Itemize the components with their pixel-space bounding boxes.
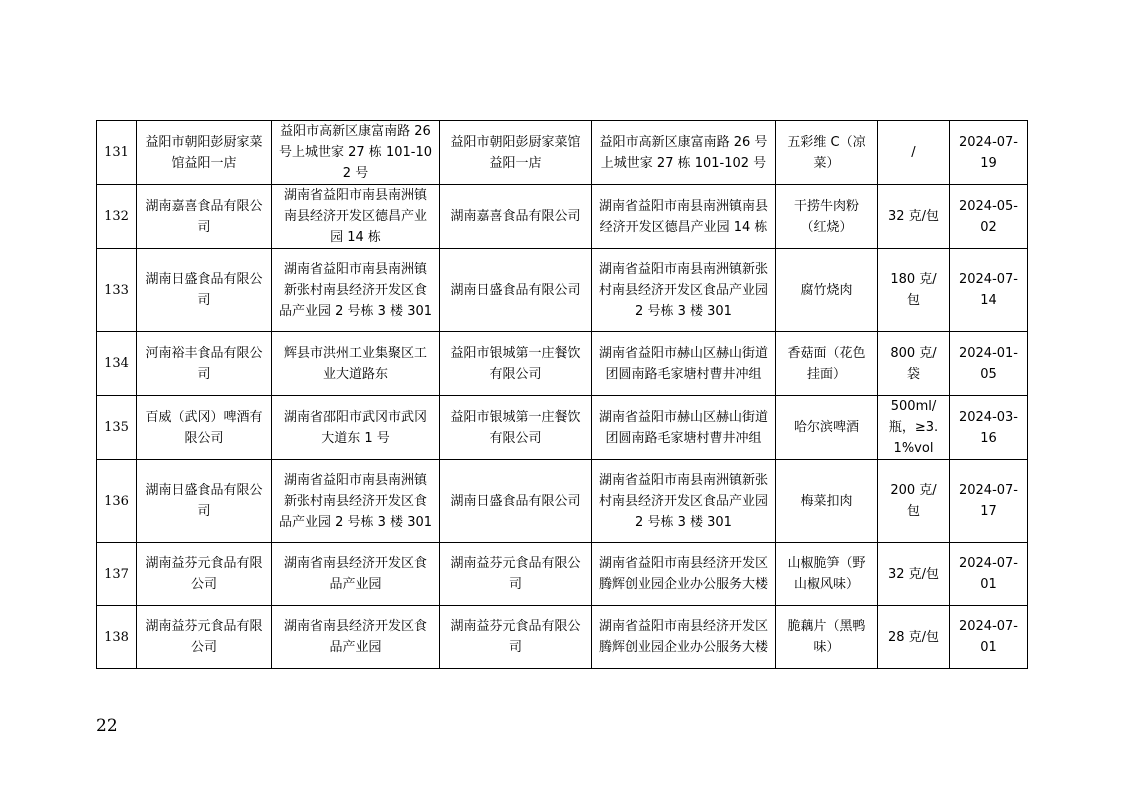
cell-number: 136 [97,460,137,543]
cell-production-date: 2024-07-14 [950,249,1028,332]
cell-producer-name: 湖南日盛食品有限公司 [137,249,272,332]
cell-production-date: 2024-05-02 [950,185,1028,249]
cell-seller-address: 湖南省益阳市南县南洲镇南县经济开发区德昌产业园 14 栋 [592,185,776,249]
cell-seller-name: 湖南益芬元食品有限公司 [440,543,592,606]
cell-seller-address: 湖南省益阳市南县南洲镇新张村南县经济开发区食品产业园 2 号栋 3 楼 301 [592,460,776,543]
cell-production-date: 2024-07-01 [950,543,1028,606]
page-number: 22 [96,716,118,736]
table-row [97,606,1028,669]
cell-product-name: 香菇面（花色挂面） [776,332,878,396]
cell-production-date: 2024-07-17 [950,460,1028,543]
table-row [97,332,1028,396]
cell-production-date: 2024-07-19 [950,121,1028,185]
cell-number: 135 [97,396,137,460]
cell-number: 137 [97,543,137,606]
cell-producer-name: 湖南益芬元食品有限公司 [137,606,272,669]
cell-number: 131 [97,121,137,185]
cell-product-name: 哈尔滨啤酒 [776,396,878,460]
cell-seller-name: 湖南日盛食品有限公司 [440,460,592,543]
cell-producer-name: 益阳市朝阳彭厨家菜馆益阳一店 [137,121,272,185]
cell-number: 138 [97,606,137,669]
cell-product-name: 五彩维 C（凉菜） [776,121,878,185]
cell-producer-address: 湖南省南县经济开发区食品产业园 [272,543,440,606]
cell-producer-name: 湖南嘉喜食品有限公司 [137,185,272,249]
table-row [97,460,1028,543]
cell-specification: 32 克/包 [878,185,950,249]
cell-specification: / [878,121,950,185]
cell-producer-address: 湖南省南县经济开发区食品产业园 [272,606,440,669]
cell-product-name: 脆藕片（黑鸭味） [776,606,878,669]
table-row [97,121,1028,185]
table-row [97,543,1028,606]
cell-seller-address: 湖南省益阳市南县经济开发区腾辉创业园企业办公服务大楼 [592,543,776,606]
results-table [96,120,1028,669]
cell-seller-address: 湖南省益阳市赫山区赫山街道团圆南路毛家塘村曹井冲组 [592,396,776,460]
cell-seller-address: 湖南省益阳市南县经济开发区腾辉创业园企业办公服务大楼 [592,606,776,669]
cell-specification: 32 克/包 [878,543,950,606]
cell-product-name: 干捞牛肉粉（红烧） [776,185,878,249]
cell-producer-address: 辉县市洪州工业集聚区工业大道路东 [272,332,440,396]
cell-seller-name: 益阳市银城第一庄餐饮有限公司 [440,332,592,396]
cell-product-name: 梅菜扣肉 [776,460,878,543]
cell-producer-name: 百威（武冈）啤酒有限公司 [137,396,272,460]
cell-producer-address: 益阳市高新区康富南路 26 号上城世家 27 栋 101-102 号 [272,121,440,185]
cell-specification: 28 克/包 [878,606,950,669]
cell-seller-name: 益阳市朝阳彭厨家菜馆益阳一店 [440,121,592,185]
cell-product-name: 山椒脆笋（野山椒风味） [776,543,878,606]
cell-producer-address: 湖南省益阳市南县南洲镇南县经济开发区德昌产业园 14 栋 [272,185,440,249]
table-body [97,121,1028,669]
cell-seller-name: 益阳市银城第一庄餐饮有限公司 [440,396,592,460]
cell-seller-address: 湖南省益阳市赫山区赫山街道团圆南路毛家塘村曹井冲组 [592,332,776,396]
cell-specification: 200 克/包 [878,460,950,543]
results-table-container [96,120,1027,669]
table-row [97,185,1028,249]
cell-number: 134 [97,332,137,396]
cell-production-date: 2024-01-05 [950,332,1028,396]
cell-number: 132 [97,185,137,249]
cell-product-name: 腐竹烧肉 [776,249,878,332]
cell-number: 133 [97,249,137,332]
table-row [97,396,1028,460]
cell-seller-address: 益阳市高新区康富南路 26 号上城世家 27 栋 101-102 号 [592,121,776,185]
cell-production-date: 2024-03-16 [950,396,1028,460]
cell-specification: 180 克/包 [878,249,950,332]
cell-producer-name: 湖南益芬元食品有限公司 [137,543,272,606]
cell-seller-address: 湖南省益阳市南县南洲镇新张村南县经济开发区食品产业园 2 号栋 3 楼 301 [592,249,776,332]
cell-seller-name: 湖南日盛食品有限公司 [440,249,592,332]
cell-specification: 500ml/瓶，≥3.1%vol [878,396,950,460]
cell-producer-address: 湖南省益阳市南县南洲镇新张村南县经济开发区食品产业园 2 号栋 3 楼 301 [272,249,440,332]
cell-seller-name: 湖南益芬元食品有限公司 [440,606,592,669]
cell-producer-name: 湖南日盛食品有限公司 [137,460,272,543]
cell-producer-address: 湖南省益阳市南县南洲镇新张村南县经济开发区食品产业园 2 号栋 3 楼 301 [272,460,440,543]
table-row [97,249,1028,332]
cell-seller-name: 湖南嘉喜食品有限公司 [440,185,592,249]
cell-producer-name: 河南裕丰食品有限公司 [137,332,272,396]
cell-specification: 800 克/袋 [878,332,950,396]
cell-producer-address: 湖南省邵阳市武冈市武冈大道东 1 号 [272,396,440,460]
cell-production-date: 2024-07-01 [950,606,1028,669]
